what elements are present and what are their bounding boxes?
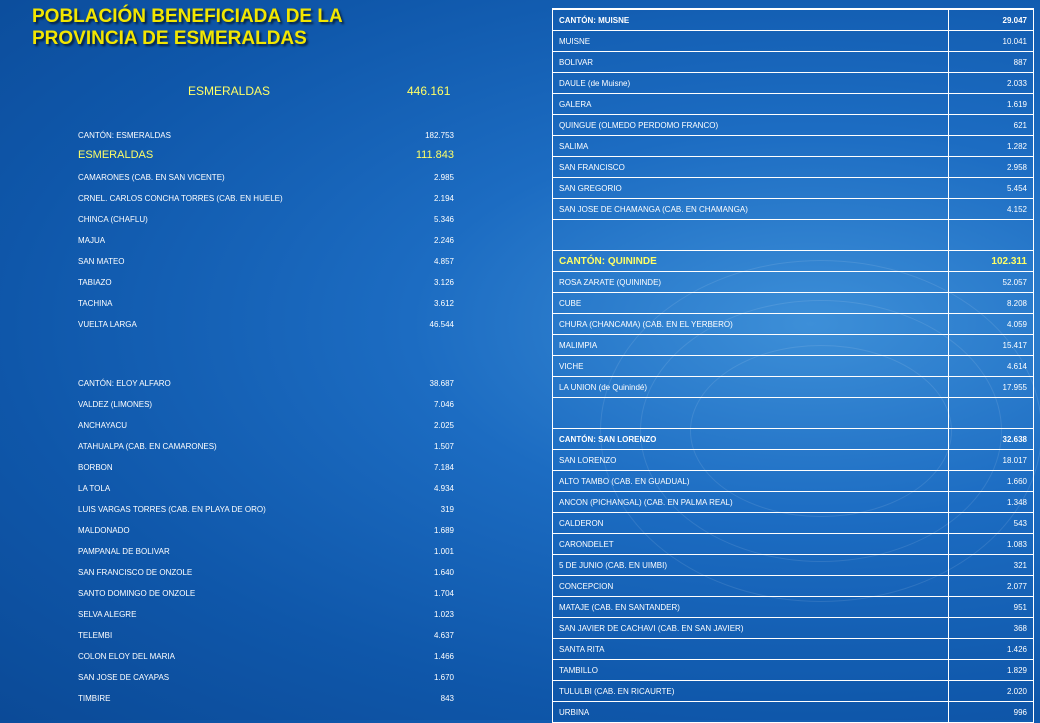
row-name: URBINA	[553, 702, 949, 723]
row-name: BORBON	[78, 463, 113, 472]
province-total: 446.161	[407, 84, 451, 98]
row-name: SAN LORENZO	[553, 450, 949, 471]
row-name: CHURA (CHANCAMA) (CAB. EN EL YERBERO)	[553, 314, 949, 335]
table-row	[553, 702, 1034, 723]
table-row	[78, 456, 454, 477]
row-value: 52.057	[949, 272, 1034, 293]
row-name: ROSA ZARATE (QUININDE)	[553, 272, 949, 293]
row-name: 5 DE JUNIO (CAB. EN UIMBI)	[553, 555, 949, 576]
table-row	[78, 292, 454, 313]
row-name: ANCHAYACU	[78, 421, 128, 430]
row-value: 46.544	[429, 320, 454, 329]
table-row	[553, 115, 1034, 136]
table-row	[553, 597, 1034, 618]
table-row	[553, 52, 1034, 73]
table-row	[78, 645, 454, 666]
row-name: ESMERALDAS	[78, 149, 154, 161]
row-name: MALDONADO	[78, 526, 130, 535]
row-value: 1.704	[433, 589, 454, 598]
row-value: 1.507	[433, 442, 454, 451]
row-name: CUBE	[553, 293, 949, 314]
table-row	[553, 136, 1034, 157]
table-row	[78, 372, 454, 393]
table-row	[553, 639, 1034, 660]
row-name: CARONDELET	[553, 534, 949, 555]
row-name: TACHINA	[78, 299, 113, 308]
table-row	[78, 166, 454, 187]
table-row	[553, 356, 1034, 377]
row-value: 2.025	[433, 421, 454, 430]
row-value: 15.417	[949, 335, 1034, 356]
row-name: BOLIVAR	[553, 52, 949, 73]
table-row	[78, 313, 454, 334]
row-name	[553, 398, 949, 429]
row-value: 2.246	[433, 236, 454, 245]
row-name: SELVA ALEGRE	[78, 610, 137, 619]
row-value: 1.670	[433, 673, 454, 682]
row-name: CRNEL. CARLOS CONCHA TORRES (CAB. EN HUELE)	[78, 194, 283, 203]
row-value	[949, 398, 1034, 429]
row-value: 38.687	[429, 379, 454, 388]
table-row	[78, 561, 454, 582]
row-name: LA UNION (de Quinindé)	[553, 377, 949, 398]
row-value: 1.282	[949, 136, 1034, 157]
table-row	[78, 271, 454, 292]
row-value: 996	[949, 702, 1034, 723]
table-row-empty	[553, 398, 1034, 429]
row-name: CHINCA (CHAFLU)	[78, 215, 148, 224]
table-row	[78, 540, 454, 561]
row-value: 4.637	[433, 631, 454, 640]
row-name: TULULBI (CAB. EN RICAURTE)	[553, 681, 949, 702]
row-value: 4.934	[433, 484, 454, 493]
row-name: CANTÓN: MUISNE	[553, 9, 949, 31]
row-name: COLON ELOY DEL MARIA	[78, 652, 175, 661]
row-value: 5.454	[949, 178, 1034, 199]
table-row	[78, 477, 454, 498]
row-name: CANTÓN: ESMERALDAS	[78, 131, 171, 140]
table-row-empty	[553, 220, 1034, 251]
table-row	[553, 31, 1034, 52]
row-name: SAN FRANCISCO DE ONZOLE	[78, 568, 193, 577]
row-name: ATAHUALPA (CAB. EN CAMARONES)	[78, 442, 217, 451]
row-value: 319	[440, 505, 454, 514]
row-name: VUELTA LARGA	[78, 320, 137, 329]
row-value: 1.660	[949, 471, 1034, 492]
row-value: 7.046	[433, 400, 454, 409]
row-value: 1.619	[949, 94, 1034, 115]
row-name: CAMARONES (CAB. EN SAN VICENTE)	[78, 173, 225, 182]
table-row	[78, 145, 454, 166]
row-name: MAJUA	[78, 236, 106, 245]
table-row	[78, 666, 454, 687]
row-name: MATAJE (CAB. EN SANTANDER)	[553, 597, 949, 618]
row-value: 182.753	[425, 131, 454, 140]
row-value: 32.638	[949, 429, 1034, 450]
row-value: 17.955	[949, 377, 1034, 398]
row-name: LUIS VARGAS TORRES (CAB. EN PLAYA DE ORO)	[78, 505, 266, 514]
table-row	[553, 555, 1034, 576]
row-value: 1.001	[433, 547, 454, 556]
row-value: 8.208	[949, 293, 1034, 314]
table-row	[78, 603, 454, 624]
table-row	[553, 513, 1034, 534]
row-value: 2.077	[949, 576, 1034, 597]
table-row	[553, 272, 1034, 293]
row-value: 543	[949, 513, 1034, 534]
row-name: CANTÓN: QUININDE	[553, 251, 949, 272]
table-row	[78, 582, 454, 603]
row-name: ANCON (PICHANGAL) (CAB. EN PALMA REAL)	[553, 492, 949, 513]
table-row	[553, 429, 1034, 450]
table-row	[553, 314, 1034, 335]
row-value: 111.843	[415, 149, 454, 161]
row-value: 3.612	[433, 299, 454, 308]
row-name: SANTO DOMINGO DE ONZOLE	[78, 589, 196, 598]
table-row	[553, 178, 1034, 199]
table-row	[553, 199, 1034, 220]
row-value: 4.059	[949, 314, 1034, 335]
row-value: 368	[949, 618, 1034, 639]
table-row	[553, 251, 1034, 272]
table-row	[553, 534, 1034, 555]
table-row	[78, 187, 454, 208]
table-row	[553, 377, 1034, 398]
table-row	[553, 73, 1034, 94]
row-name: TABIAZO	[78, 278, 112, 287]
table-row	[78, 435, 454, 456]
row-value: 2.985	[433, 173, 454, 182]
row-name: SAN FRANCISCO	[553, 157, 949, 178]
row-name: GALERA	[553, 94, 949, 115]
table-row	[553, 335, 1034, 356]
row-value: 843	[440, 694, 454, 703]
row-value: 5.346	[433, 215, 454, 224]
row-value: 2.194	[433, 194, 454, 203]
table-row	[78, 124, 454, 145]
row-value: 4.614	[949, 356, 1034, 377]
row-value: 2.033	[949, 73, 1034, 94]
row-value: 29.047	[949, 9, 1034, 31]
row-name: PAMPANAL DE BOLIVAR	[78, 547, 170, 556]
row-name: SAN GREGORIO	[553, 178, 949, 199]
row-value: 4.857	[433, 257, 454, 266]
table-row	[553, 660, 1034, 681]
row-value: 18.017	[949, 450, 1034, 471]
table-row	[78, 414, 454, 435]
row-name: TELEMBI	[78, 631, 113, 640]
table-row	[553, 492, 1034, 513]
row-name: TAMBILLO	[553, 660, 949, 681]
right-table	[552, 8, 1034, 723]
row-value: 1.426	[949, 639, 1034, 660]
table-row	[553, 94, 1034, 115]
table-row	[553, 681, 1034, 702]
row-name: MUISNE	[553, 31, 949, 52]
row-value: 2.020	[949, 681, 1034, 702]
row-name: SAN MATEO	[78, 257, 125, 266]
province-name: ESMERALDAS	[188, 84, 271, 98]
row-name: SALIMA	[553, 136, 949, 157]
table-row	[553, 618, 1034, 639]
row-value: 1.689	[433, 526, 454, 535]
row-value: 1.348	[949, 492, 1034, 513]
row-value: 3.126	[433, 278, 454, 287]
table-row	[78, 519, 454, 540]
row-name: CALDERON	[553, 513, 949, 534]
row-value: 1.083	[949, 534, 1034, 555]
row-value: 10.041	[949, 31, 1034, 52]
table-row	[78, 498, 454, 519]
row-name: CONCEPCION	[553, 576, 949, 597]
row-value: 887	[949, 52, 1034, 73]
row-name: LA TOLA	[78, 484, 111, 493]
row-value: 951	[949, 597, 1034, 618]
row-value: 1.023	[433, 610, 454, 619]
row-value: 621	[949, 115, 1034, 136]
row-name: SAN JOSE DE CAYAPAS	[78, 673, 170, 682]
row-value: 1.640	[433, 568, 454, 577]
row-name: TIMBIRE	[78, 694, 111, 703]
table-row	[553, 450, 1034, 471]
row-name: DAULE (de Muisne)	[553, 73, 949, 94]
row-name: CANTÓN: SAN LORENZO	[553, 429, 949, 450]
table-row	[553, 9, 1034, 31]
page-title: POBLACIÓN BENEFICIADA DE LA PROVINCIA DE ESMERALDAS	[32, 6, 342, 49]
row-name: ALTO TAMBO (CAB. EN GUADUAL)	[553, 471, 949, 492]
row-name: QUINGUE (OLMEDO PERDOMO FRANCO)	[553, 115, 949, 136]
table-row	[78, 393, 454, 414]
row-value: 4.152	[949, 199, 1034, 220]
table-row	[78, 229, 454, 250]
row-value: 7.184	[433, 463, 454, 472]
row-name: MALIMPIA	[553, 335, 949, 356]
row-name	[553, 220, 949, 251]
table-row	[553, 471, 1034, 492]
table-row	[78, 687, 454, 708]
row-value: 321	[949, 555, 1034, 576]
table-row	[553, 576, 1034, 597]
row-value: 1.466	[433, 652, 454, 661]
row-value	[949, 220, 1034, 251]
row-name: SANTA RITA	[553, 639, 949, 660]
table-row	[553, 293, 1034, 314]
row-name: SAN JAVIER DE CACHAVI (CAB. EN SAN JAVIER)	[553, 618, 949, 639]
row-name: VALDEZ (LIMONES)	[78, 400, 153, 409]
row-value: 1.829	[949, 660, 1034, 681]
row-name: VICHE	[553, 356, 949, 377]
table-row	[78, 250, 454, 271]
table-row	[78, 624, 454, 645]
table-row	[78, 208, 454, 229]
table-row	[553, 157, 1034, 178]
row-name: SAN JOSE DE CHAMANGA (CAB. EN CHAMANGA)	[553, 199, 949, 220]
row-value: 102.311	[949, 251, 1034, 272]
row-name: CANTÓN: ELOY ALFARO	[78, 379, 171, 388]
row-value: 2.958	[949, 157, 1034, 178]
